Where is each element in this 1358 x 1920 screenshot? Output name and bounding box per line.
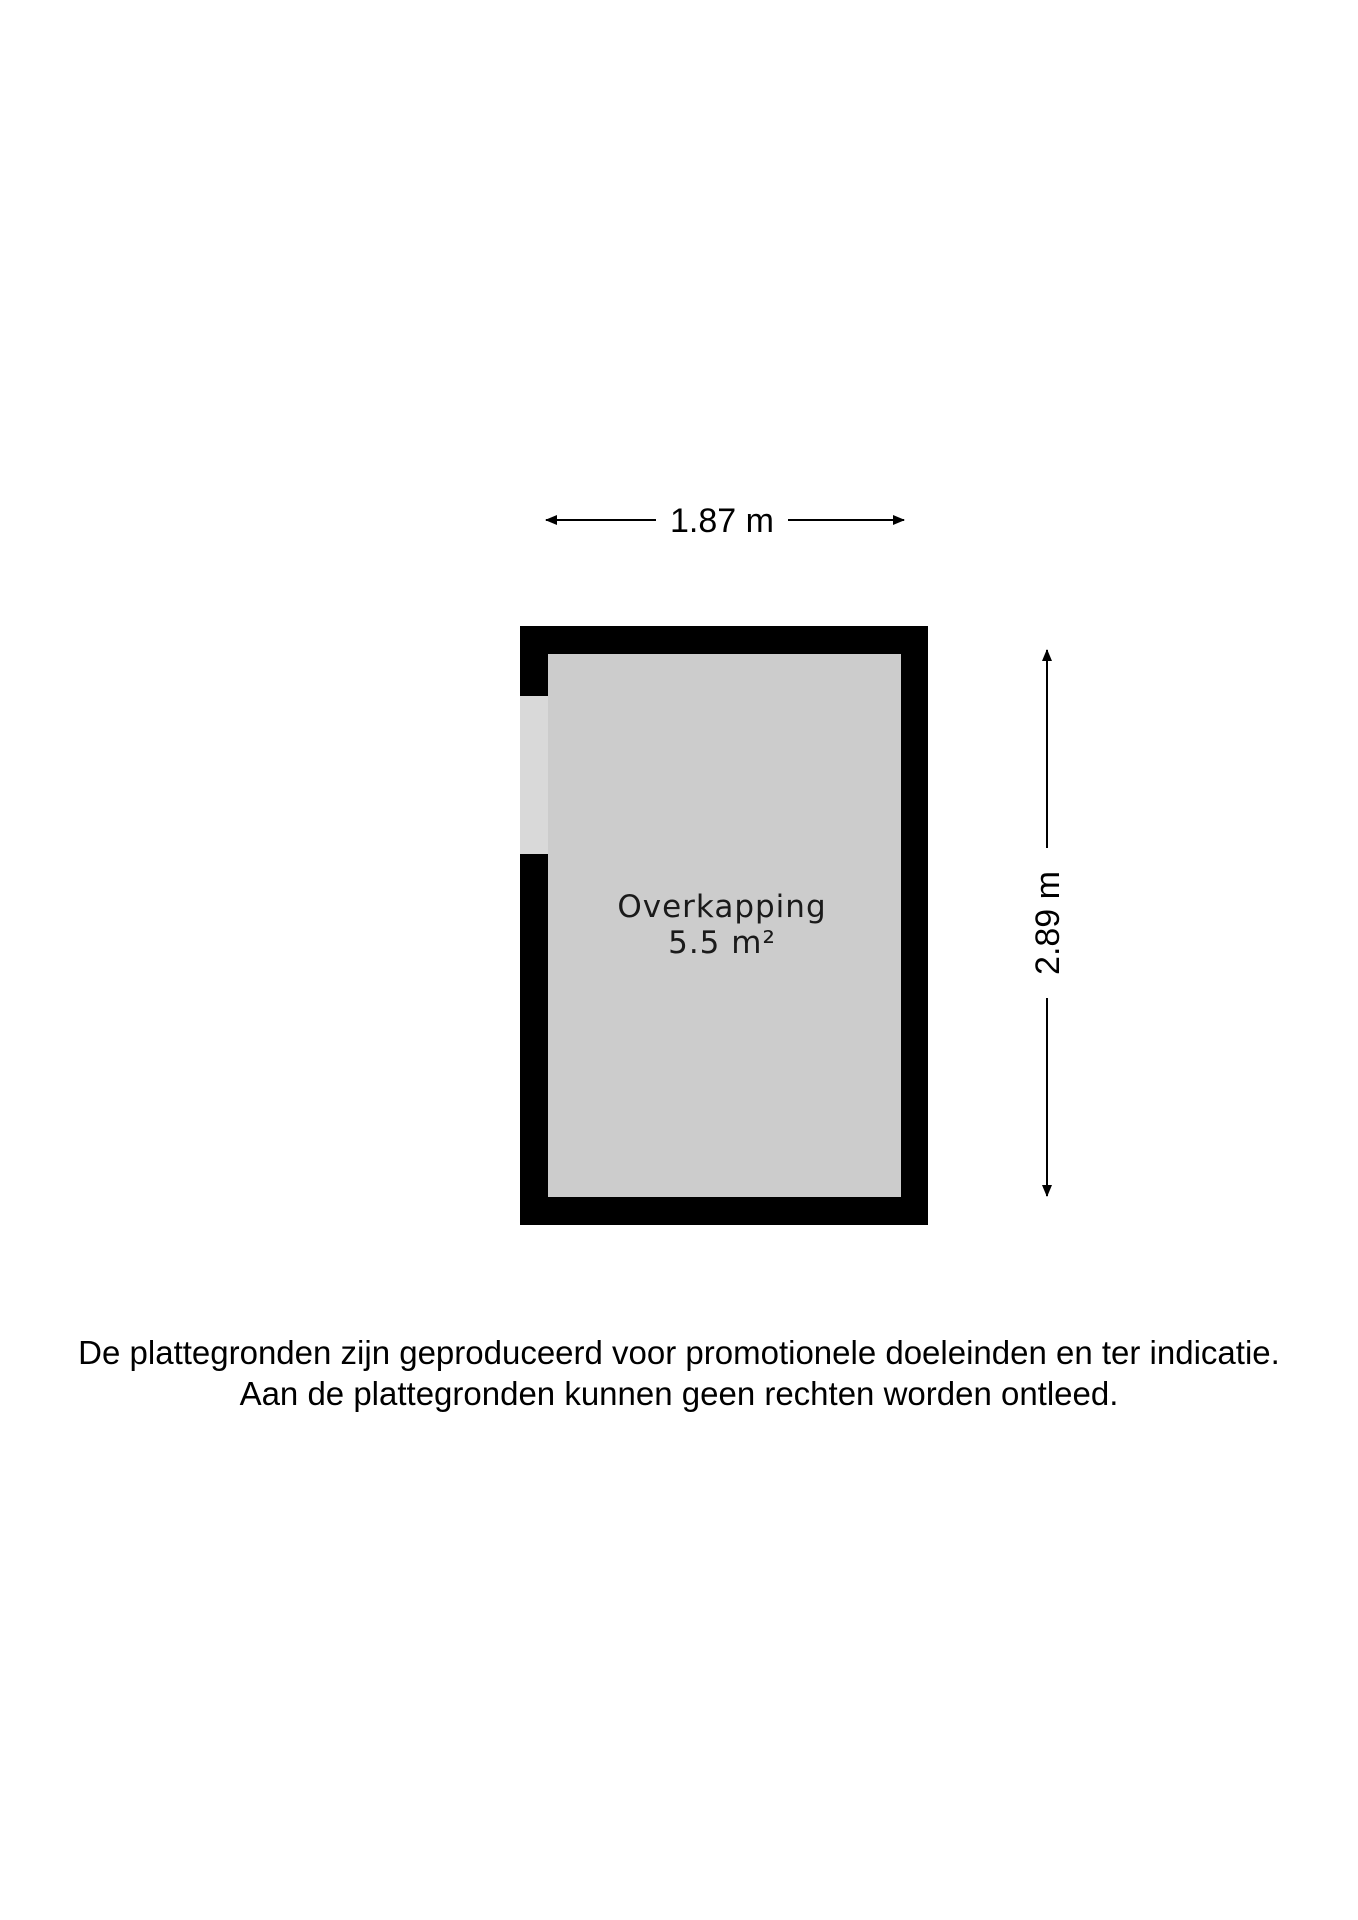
room-overkapping — [520, 626, 928, 1225]
opening — [520, 696, 548, 854]
wall-right — [901, 626, 928, 1225]
wall-bottom — [520, 1197, 928, 1225]
room-name: Overkapping — [617, 889, 827, 925]
height-dimension — [1029, 650, 1067, 1196]
disclaimer-line-2: Aan de plattegronden kunnen geen rechten worden ontleed. — [239, 1375, 1119, 1412]
disclaimer — [0, 1332, 1358, 1414]
width-label: 1.87 m — [670, 502, 774, 540]
wall-left-lower — [520, 854, 548, 1225]
wall-top — [520, 626, 928, 654]
wall-left-upper — [520, 626, 548, 696]
room-area: 5.5 m² — [668, 925, 776, 961]
disclaimer-line-1: De plattegronden zijn geproduceerd voor promotionele doeleinden en ter indicatie. — [78, 1334, 1280, 1371]
width-dimension — [546, 502, 904, 540]
height-label: 2.89 m — [1029, 871, 1067, 975]
